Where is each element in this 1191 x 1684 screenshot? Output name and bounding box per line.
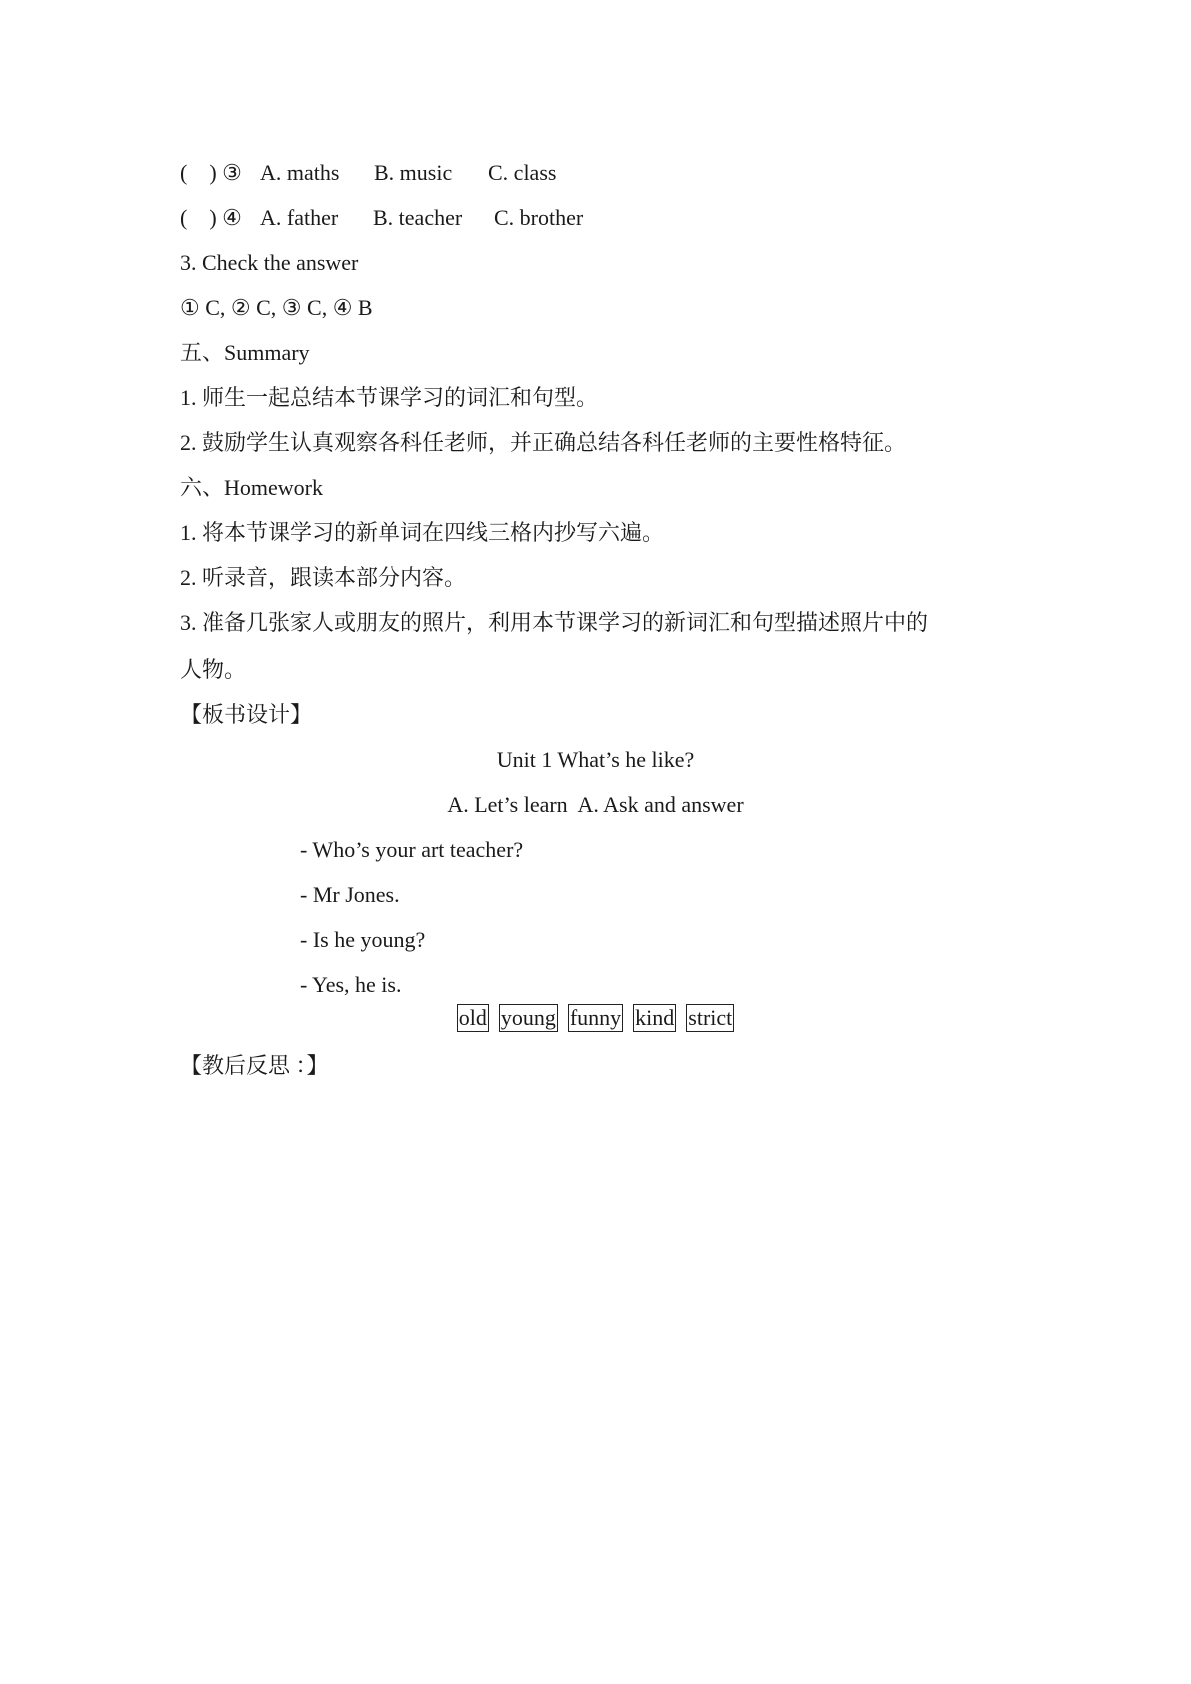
homework-item: 3. 准备几张家人或朋友的照片，利用本节课学习的新词汇和句型描述照片中的 [180, 610, 929, 635]
check-answer-heading: 3. Check the answer [180, 250, 359, 275]
summary-heading: 五、Summary [180, 340, 310, 365]
homework-heading: 六、Homework [180, 475, 323, 500]
dialogue-line: - Is he young? [300, 927, 426, 952]
reflection-heading: 【教后反思 ：】 [180, 1053, 329, 1078]
dialogue-line: - Yes, he is. [300, 972, 402, 997]
board-subtitle: A. Let’s learn A. Ask and answer [447, 792, 744, 817]
question-3-option-a: A. maths [260, 160, 340, 185]
vocabulary-boxes [0, 1004, 1191, 1034]
vocab-word-box: kind [635, 1005, 675, 1030]
board-design-heading: 【板书设计】 [180, 702, 313, 727]
vocab-word-box: funny [569, 1005, 622, 1030]
question-4-option-c: C. brother [494, 205, 584, 230]
question-4-option-a: A. father [260, 205, 339, 230]
vocab-word-box: strict [688, 1005, 733, 1030]
question-3-option-c: C. class [488, 160, 557, 185]
answer-key: ① C, ② C, ③ C, ④ B [180, 295, 373, 320]
question-3 [180, 158, 557, 188]
board-title: Unit 1 What’s he like? [496, 747, 695, 772]
homework-item: 2. 听录音，跟读本部分内容。 [180, 565, 467, 590]
dialogue-line: - Mr Jones. [300, 882, 400, 907]
summary-item: 1. 师生一起总结本节课学习的词汇和句型。 [180, 385, 599, 410]
question-3-prefix: ( ) ③ [180, 160, 242, 185]
vocab-word-box: old [458, 1005, 487, 1030]
question-4 [180, 203, 584, 233]
question-4-prefix: ( ) ④ [180, 205, 242, 230]
homework-item-continuation: 人物。 [180, 657, 247, 682]
homework-item: 1. 将本节课学习的新单词在四线三格内抄写六遍。 [180, 520, 665, 545]
dialogue-line: - Who’s your art teacher? [300, 837, 524, 862]
vocab-word-box: young [500, 1005, 556, 1030]
summary-item: 2. 鼓励学生认真观察各科任老师，并正确总结各科任老师的主要性格特征。 [180, 430, 907, 455]
question-4-option-b: B. teacher [373, 205, 463, 230]
question-3-option-b: B. music [374, 160, 453, 185]
